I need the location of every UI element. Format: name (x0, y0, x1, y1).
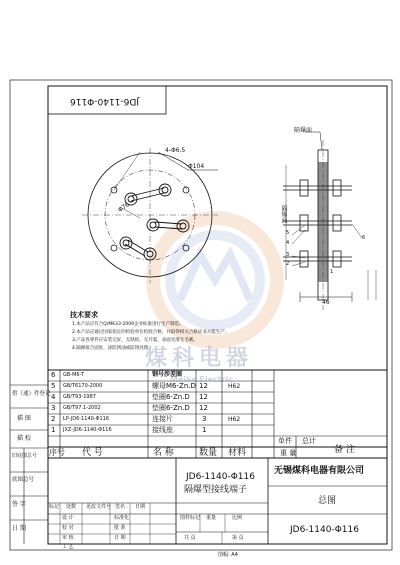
part-qty: 12 (199, 393, 208, 401)
trace-check-label: 描 校 (17, 435, 31, 442)
product-name: 隔爆型接线端子 (184, 485, 248, 495)
header-name: 名 称 (153, 448, 174, 458)
part-no: 1 (51, 426, 56, 434)
base-no-label: 底图总号 (12, 477, 35, 483)
part-qty: 12 (199, 404, 208, 412)
audit-label: 审 核 (62, 535, 74, 541)
part-mat: H62 (228, 383, 241, 390)
header-no: 序号 (49, 448, 65, 457)
part-qty: 12 (199, 382, 208, 390)
rev-date-label: 日 期 (114, 535, 126, 541)
part-code: GB-M6-T (63, 372, 85, 378)
tech-item-4: 4.隔爆接合面处，涂防锈油或防锈处理。 (72, 346, 153, 351)
part-no: 6 (51, 371, 56, 379)
part-code: GB/T93-1987 (63, 394, 96, 400)
side-view (283, 132, 376, 310)
callout-4: 4 (286, 240, 290, 246)
view-name: 总图 (318, 496, 337, 506)
approve-label: 批 准 (114, 525, 126, 531)
date-label: 日 期 (12, 525, 26, 532)
part-code: LP-JD6-1140-Φ116 (63, 416, 110, 422)
trace-label: 描 图 (17, 415, 31, 422)
part-qty: 1 (202, 426, 207, 434)
part-code: JXZ-JD6-1140-Φ116 (63, 427, 112, 433)
sheets-label: 共 页 (184, 535, 196, 541)
watermark-cn: 煤科电器 (145, 346, 254, 371)
tech-item-1: 1.本产品应符合Q/MK33-2009企业标准进行生产制造。 (72, 322, 184, 327)
tech-item-3: 3.产品各零件应安装完好，无缺损、无开裂、表面光滑无毛刺。 (72, 338, 198, 343)
page-size-label: 图幅: A4 (218, 552, 238, 558)
callout-5: 5 (286, 230, 290, 236)
part-name: 垫圈6-Zn.D (152, 393, 190, 401)
tech-label: 工 艺 (62, 544, 74, 550)
tech-item-2: 2.本产品应通过国家指定的检验单位检验合格，并取得相关合格证书方能生产。 (72, 330, 230, 335)
part-qty: 3 (202, 415, 207, 423)
part-name: 螺母M6-Zn.D (152, 382, 196, 390)
header-total-wt: 总计 (302, 437, 316, 445)
part-code: GB/T6170-2000 (63, 383, 103, 389)
left-column-lines (10, 385, 48, 544)
part-name: 垫圈6-Zn.D (152, 404, 190, 412)
part-no: 2 (51, 415, 56, 423)
part-no: 5 (51, 382, 56, 390)
check-label: 校 对 (62, 525, 74, 531)
rev-sign: 签名 (115, 504, 126, 510)
part-code: GB/T97.1-2002 (63, 405, 101, 411)
rev-date: 日期 (135, 504, 146, 510)
scale-label: 比例 (232, 515, 243, 521)
weight-label: 重量 (206, 515, 217, 521)
header-code: 代 号 (82, 448, 103, 458)
part-no: 3 (51, 404, 56, 412)
rev-count: 处数 (66, 504, 77, 510)
rev-mark: 标记 (49, 504, 60, 510)
outer-dia-label: Φ104 (188, 163, 205, 170)
hole-label: 4-Φ6.5 (165, 147, 186, 154)
inner-dia-label: Φ76 (116, 201, 131, 215)
callout-1: 1 (330, 269, 334, 275)
watermark-en: Meike Electric (170, 375, 234, 384)
sign-label: 签 字 (12, 501, 26, 508)
callout-3: 3 (286, 252, 290, 258)
header-weight: 重 量 (280, 449, 297, 457)
company-name: 无锡煤科电器有限公司 (274, 466, 365, 476)
side-left-label: 隔爆面 (280, 205, 287, 223)
sheet-label: 第 页 (232, 535, 244, 541)
part-mat: H62 (228, 416, 241, 423)
rotated-drawing-code: JD6-1140-Φ116 (70, 96, 139, 106)
old-base-label: 旧底图总号 (12, 453, 38, 459)
header-unit-wt: 单件 (278, 437, 292, 445)
header-qty: 数量 (199, 448, 218, 458)
rev-doc: 更改文件号 (86, 504, 112, 510)
callout-6: 6 (362, 235, 366, 241)
partition-label: 隔爆面 (294, 127, 313, 134)
tech-title: 技术要求 (70, 311, 98, 319)
part-no: 4 (51, 393, 56, 401)
design-label: 设 计 (62, 515, 74, 521)
width-dim: 46 (322, 299, 330, 306)
header-remark: 备 注 (334, 445, 355, 455)
callout-2: 2 (286, 261, 290, 267)
stage-label: 图样标记 (180, 515, 201, 521)
part-name: 钢号涉差圈 (152, 371, 183, 378)
std-label: 标准化 (114, 515, 130, 521)
part-name: 接线座 (152, 426, 173, 434)
borrow-label: 借（通）件登记 (12, 391, 51, 397)
part-name: 连接片 (152, 415, 173, 423)
drawing-number: JD6-1140-Φ116 (290, 525, 359, 535)
header-mat: 材料 (228, 448, 247, 458)
title-code: JD6-1140-Φ116 (186, 472, 255, 482)
